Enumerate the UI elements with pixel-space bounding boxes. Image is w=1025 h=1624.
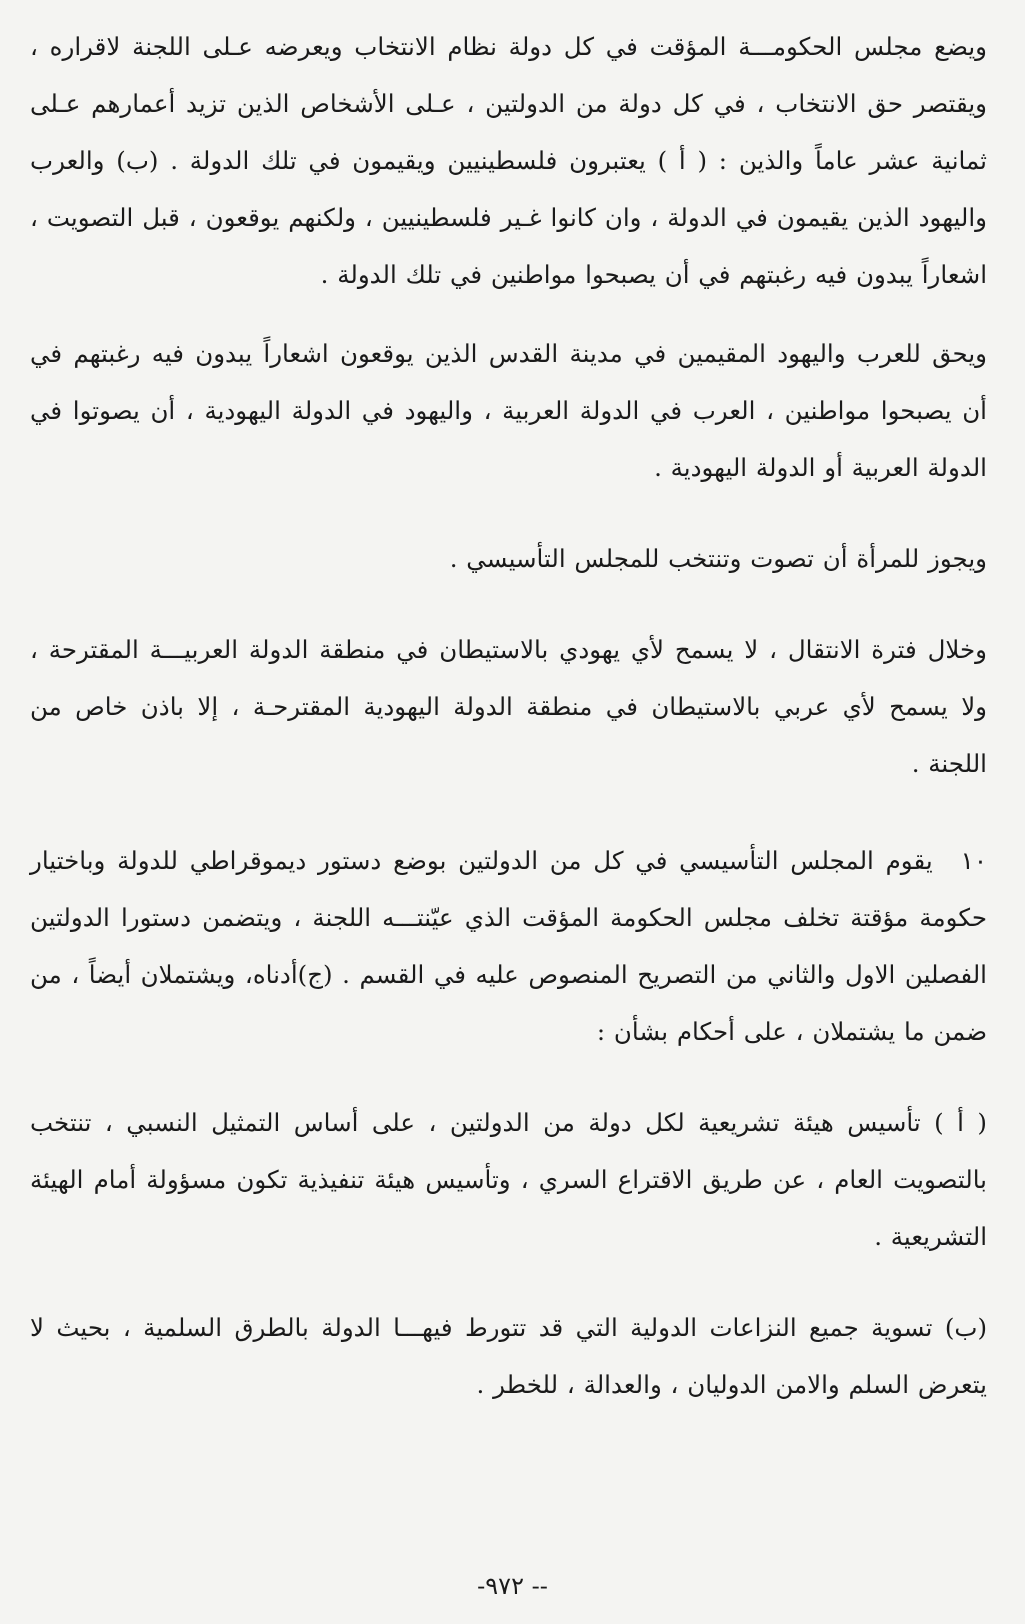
paragraph-gap [30, 1265, 987, 1299]
paragraph-jerusalem-residents: ويحق للعرب واليهود المقيمين في مدينة القدس الذين يوقعون اشعاراً يبدون فيه رغبتهم في أن يصبحوا مواطنين ، العرب في الدولة العربية ، واليهود في الدولة اليهودية ، أن يصوتوا في الدولة العربية أو الدولة اليهودية . [30, 339, 987, 482]
paragraph-transition-settlement: وخلال فترة الانتقال ، لا يسمح لأي يهودي بالاستيطان في منطقة الدولة العربيـــة المقترحة ، ولا يسمح لأي عربي بالاستيطان في منطقة الدولة اليهودية المقترحـة ، إلا باذن خاص من اللجنة . [30, 635, 987, 778]
paragraph-gap [30, 587, 987, 621]
article-10-text: يقوم المجلس التأسيسي في كل من الدولتين بوضع دستور ديموقراطي للدولة وباختيار حكومة مؤقتة تخلف مجلس الحكومة المؤقت الذي عيّنتـــه اللجنة ، ويتضمن دستورا الدولتين الفصلين الاول والثاني من التصريح المنصوص عليه في القسم . (ج)أدناه، ويشتملان أيضاً ، من ضمن ما يشتملان ، على أحكام بشأن : [30, 846, 987, 1046]
paragraph-gap [30, 496, 987, 530]
paragraph-election-system: ويضع مجلس الحكومـــة المؤقت في كل دولة نظام الانتخاب ويعرضه عـلى اللجنة لاقراره ، ويقتصر حق الانتخاب ، في كل دولة من الدولتين ، عـلى الأشخاص الذين تزيد أعمارهم عـلى ثمانية عشر عاماً والذين : ( أ ) يعتبرون فلسطينيين ويقيمون في تلك الدولة . (ب) والعرب واليهود الذين يقيمون في الدولة ، وان كانوا غـير فلسطينيين ، ولكنهم يوقعون ، قبل التصويت ، اشعاراً يبدون فيه رغبتهم في أن يصبحوا مواطنين في تلك الدولة . [30, 32, 987, 289]
paragraph-article-10 [30, 832, 987, 1060]
paragraph-gap [30, 1060, 987, 1094]
page-number: -٩٧٢ -- [477, 1572, 548, 1600]
article-number: ١٠ [960, 846, 987, 875]
paragraph-women-vote: ويجوز للمرأة أن تصوت وتنتخب للمجلس التأسيسي . [449, 544, 987, 573]
paragraph-item-b-disputes: (ب) تسوية جميع النزاعات الدولية التي قد تتورط فيهـــا الدولة بالطرق السلمية ، بحيث لا يتعرض السلم والامن الدوليان ، والعدالة ، للخطر . [30, 1313, 987, 1399]
paragraph-item-a-legislature: ( أ ) تأسيس هيئة تشريعية لكل دولة من الدولتين ، على أساس التمثيل النسبي ، تنتخب بالتصويت العام ، عن طريق الاقتراع السري ، وتأسيس هيئة تنفيذية تكون مسؤولة أمام الهيئة التشريعية . [30, 1108, 987, 1251]
paragraph-gap [30, 792, 987, 832]
paragraph-gap [30, 303, 987, 325]
